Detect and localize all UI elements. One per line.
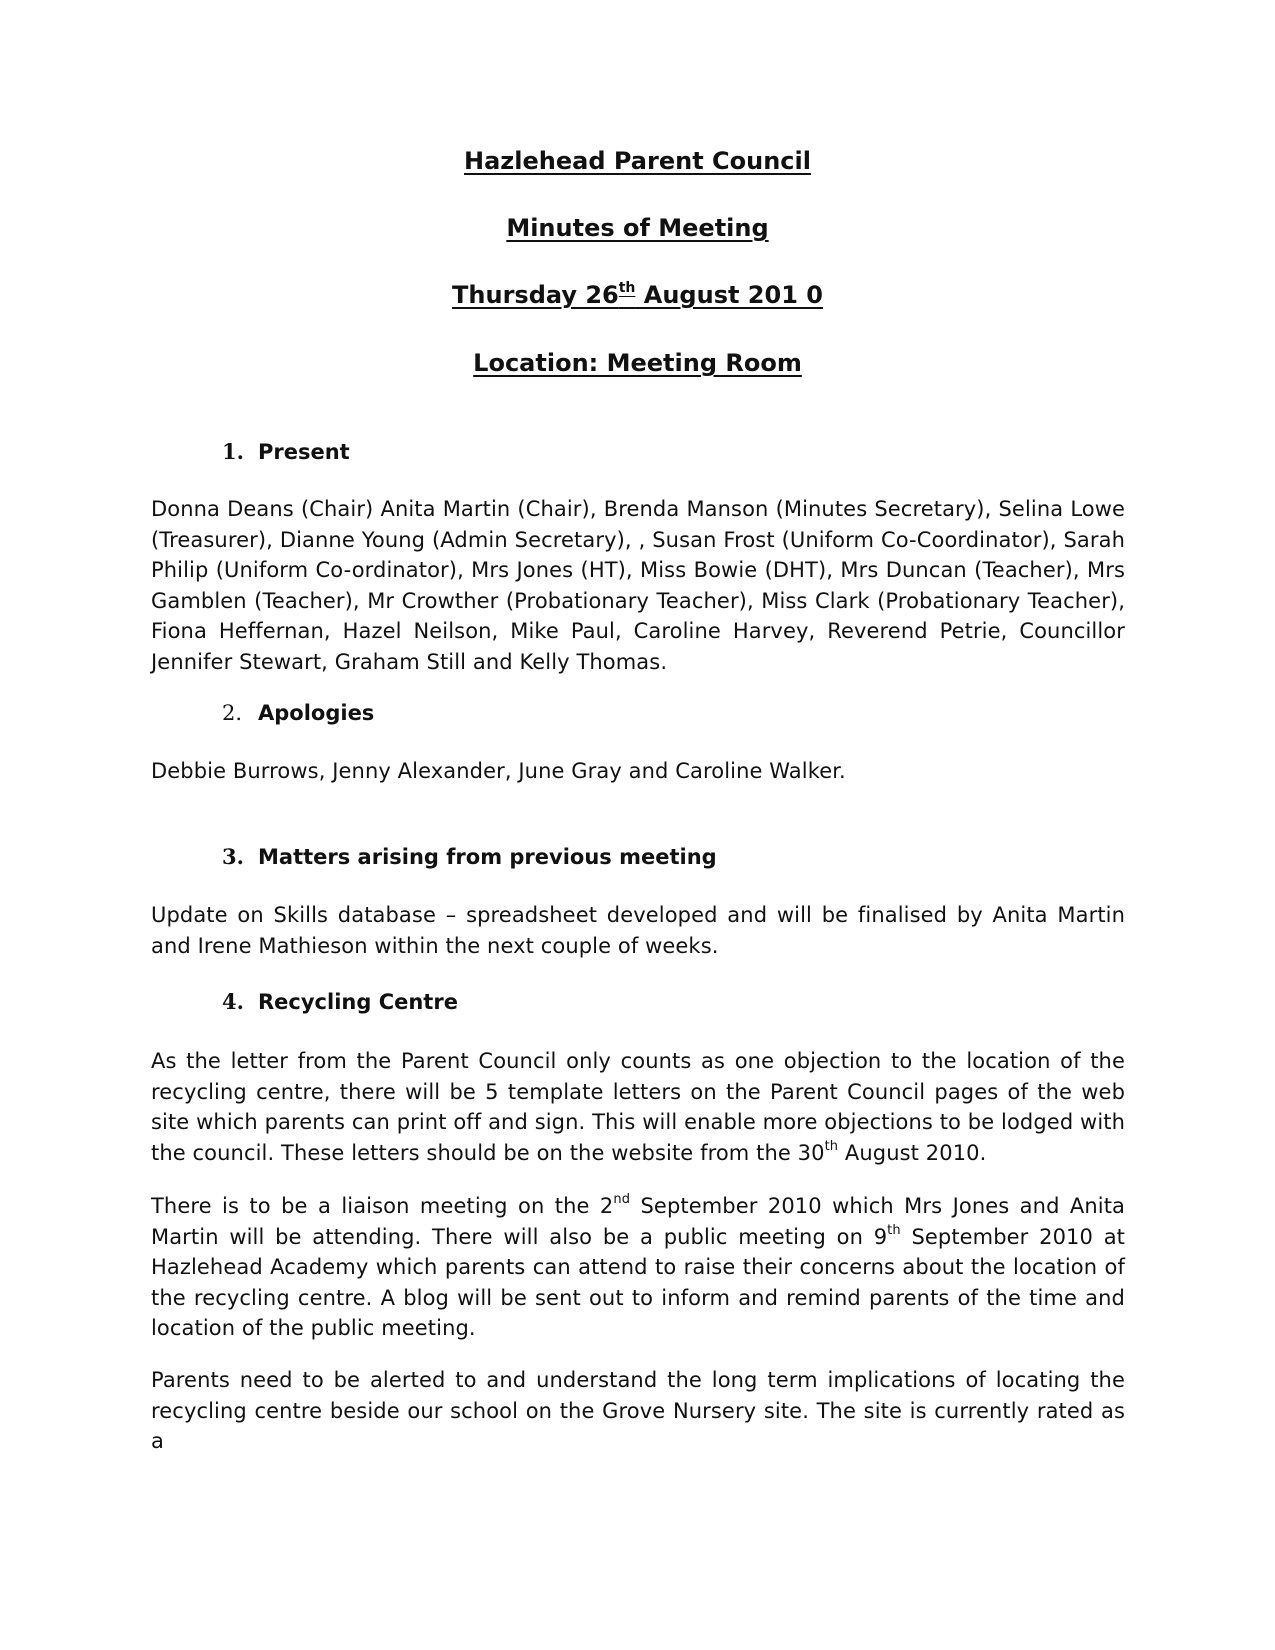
section-title: Present bbox=[258, 440, 350, 464]
section-title: Matters arising from previous meeting bbox=[258, 845, 717, 869]
section-number: 3. bbox=[222, 844, 244, 869]
section-present-body: Donna Deans (Chair) Anita Martin (Chair), Brenda Manson (Minutes Secretary), Selina Lowe (Treasurer), Dianne Young (Admin Secretary), , Susan Frost (Uniform Co-Coordinator), Sarah Philip (Uniform Co-ordinator), Mrs Jones (HT), Miss Bowie (DHT), Mrs Duncan (Teacher), Mrs Gamblen (Teacher), Mr Crowther (Probationary Teacher), Miss Clark (Probationary Teacher), Fiona Heffernan, Hazel Neilson, Mike Paul, Caroline Harvey, Reverend Petrie, Councillor Jennifer Stewart, Graham Still and Kelly Thomas. bbox=[151, 497, 1125, 674]
recycling-paragraph-1 bbox=[151, 1046, 1125, 1168]
section-matters-heading bbox=[222, 843, 717, 871]
section-apologies-heading bbox=[222, 699, 374, 727]
document-subtitle: Minutes of Meeting bbox=[506, 214, 769, 242]
document-title: Hazlehead Parent Council bbox=[464, 147, 811, 175]
ordinal-suffix: th bbox=[887, 1222, 901, 1238]
meeting-date-suffix: August 201 0 bbox=[635, 281, 823, 309]
section-title: Apologies bbox=[258, 701, 375, 725]
recycling-paragraph-2-middle: September 2010 which Mrs Jones and Anita Martin will be attending. There will also be a public meeting on 9 bbox=[151, 1194, 1126, 1249]
recycling-paragraph-1-text: As the letter from the Parent Council only counts as one objection to the location of the recycling centre, there will be 5 template letters on the Parent Council pages of the web site which parents can print off and sign. This will enable more objections to be lodged with the council. These letters should be on the website from the 30 bbox=[151, 1049, 1125, 1165]
section-recycling-heading bbox=[222, 988, 458, 1016]
ordinal-suffix: nd bbox=[613, 1192, 631, 1207]
ordinal-suffix: th bbox=[824, 1138, 839, 1154]
section-title: Recycling Centre bbox=[258, 990, 458, 1014]
recycling-paragraph-2-text: There is to be a liaison meeting on the 2 bbox=[151, 1194, 614, 1218]
meeting-date-ordinal: th bbox=[618, 280, 636, 296]
section-apologies-body: Debbie Burrows, Jenny Alexander, June Gray and Caroline Walker. bbox=[151, 759, 846, 783]
section-number: 2. bbox=[222, 701, 243, 725]
section-number: 4. bbox=[222, 989, 244, 1014]
recycling-paragraph-1-end: August 2010. bbox=[838, 1140, 987, 1165]
meeting-date bbox=[0, 280, 1275, 314]
recycling-paragraph-2-end: September 2010 at Hazlehead Academy which parents can attend to raise their concerns about the location of the recycling centre. A blog will be sent out to inform and remind parents of the time and location of the public meeting. bbox=[151, 1224, 1125, 1340]
section-present-heading bbox=[222, 438, 350, 466]
recycling-paragraph-3: Parents need to be alerted to and understand the long term implications of locating the recycling centre beside our school on the Grove Nursery site. The site is currently rated as a bbox=[151, 1368, 1125, 1453]
meeting-date-prefix: Thursday 26 bbox=[452, 281, 619, 309]
recycling-paragraph-2 bbox=[151, 1191, 1125, 1344]
section-matters-body: Update on Skills database – spreadsheet developed and will be finalised by Anita Martin and Irene Mathieson within the next couple of weeks. bbox=[151, 903, 1125, 958]
section-number: 1. bbox=[222, 439, 244, 464]
meeting-location: Location: Meeting Room bbox=[473, 349, 802, 377]
